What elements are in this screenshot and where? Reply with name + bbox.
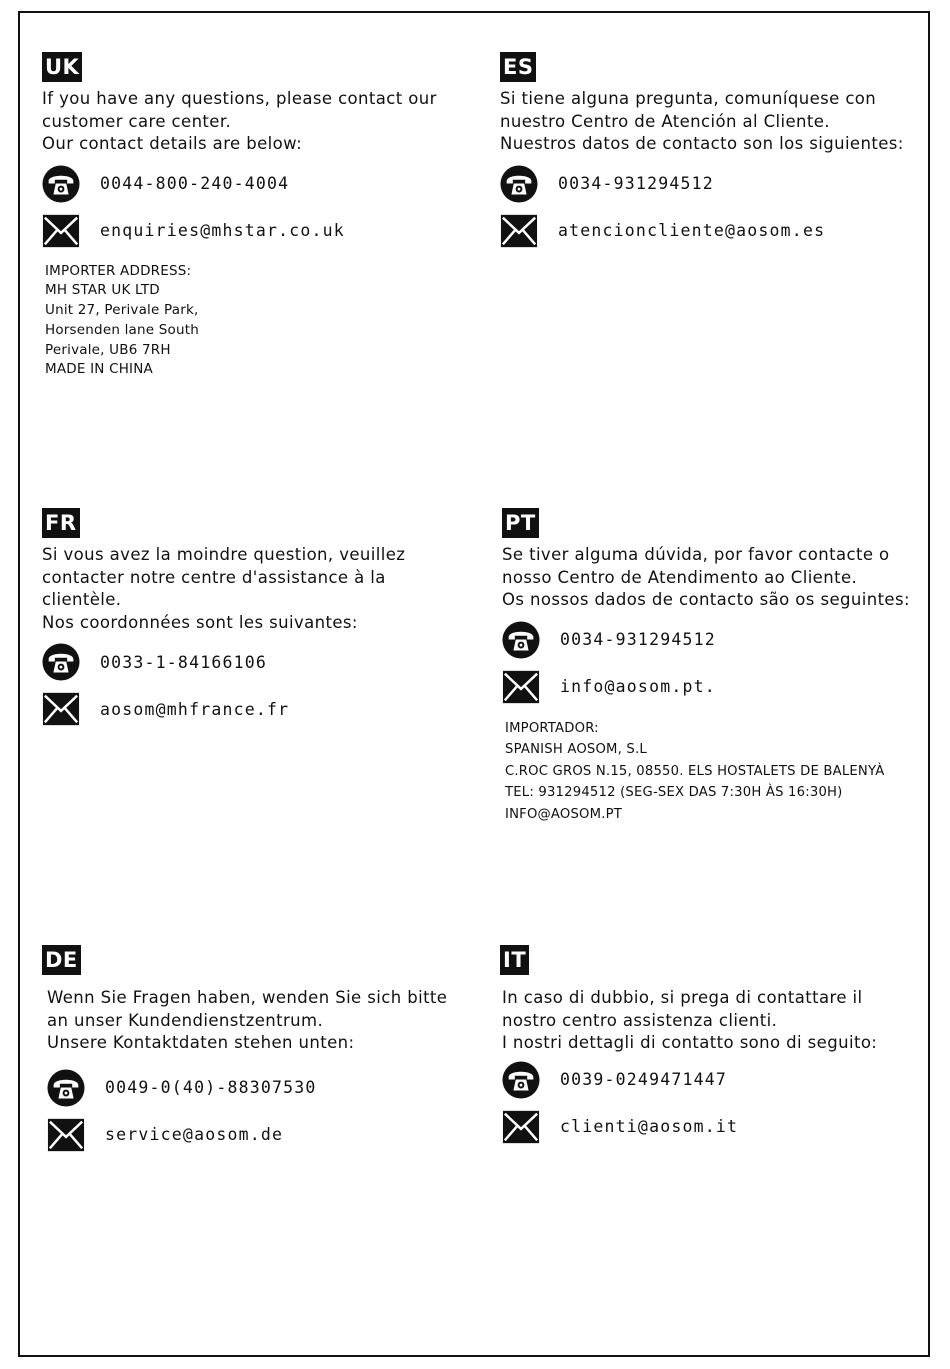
- language-code-fr: FR: [42, 508, 80, 538]
- language-code-uk: UK: [42, 52, 82, 82]
- telephone-icon: [42, 165, 80, 203]
- phone-row-fr: [42, 643, 482, 681]
- intro-text-pt: [502, 544, 922, 612]
- section-es: [500, 52, 940, 250]
- intro-line: Our contact details are below:: [42, 134, 303, 153]
- email-address-pt: info@aosom.pt.: [560, 677, 716, 696]
- email-row-de: [47, 1116, 482, 1154]
- address-line: TEL: 931294512 (SEG-SEX DAS 7:30H ÀS 16:30H): [505, 785, 843, 800]
- intro-text-es: [500, 88, 940, 156]
- intro-line: nostro centro assistenza clienti.: [502, 1010, 778, 1030]
- intro-line: Wenn Sie Fragen haben, wenden Sie sich bitte: [47, 988, 448, 1007]
- address-line: IMPORTER ADDRESS:: [45, 262, 192, 279]
- language-code-it: IT: [500, 945, 529, 975]
- phone-row-es: [500, 165, 940, 203]
- address-line: MADE IN CHINA: [45, 361, 153, 378]
- intro-text-de: [47, 987, 482, 1055]
- phone-number-it: 0039-0249471447: [560, 1070, 728, 1089]
- section-fr: [42, 508, 482, 728]
- intro-line: an unser Kundendienstzentrum.: [47, 1010, 324, 1030]
- phone-number-fr: 0033-1-84166106: [100, 652, 268, 672]
- intro-text-fr: [42, 544, 482, 634]
- phone-row-de: [47, 1069, 482, 1107]
- section-it: [500, 945, 940, 1146]
- email-row-uk: [42, 212, 482, 250]
- email-address-de: service@aosom.de: [105, 1125, 284, 1144]
- email-address-es: atencioncliente@aosom.es: [558, 221, 826, 240]
- envelope-icon: [502, 668, 540, 706]
- intro-line: clientèle.: [42, 590, 122, 609]
- language-code-de: DE: [42, 945, 81, 975]
- intro-text-it: [502, 987, 940, 1055]
- envelope-icon: [42, 212, 80, 250]
- section-uk: [42, 52, 482, 380]
- email-address-uk: enquiries@mhstar.co.uk: [100, 221, 345, 240]
- address-line: Perivale, UB6 7RH: [45, 341, 171, 358]
- intro-line: Se tiver alguma dúvida, por favor contacte o: [502, 545, 890, 564]
- email-address-it: clienti@aosom.it: [560, 1117, 739, 1136]
- importer-address-pt: [505, 718, 922, 826]
- language-code-pt: PT: [502, 508, 539, 538]
- address-line: INFO@AOSOM.PT: [505, 806, 623, 822]
- intro-line: Nuestros datos de contacto son los siguientes:: [500, 134, 904, 153]
- intro-line: contacter notre centre d'assistance à la: [42, 567, 386, 587]
- telephone-icon: [47, 1069, 85, 1107]
- envelope-icon: [502, 1108, 540, 1146]
- envelope-icon: [500, 212, 538, 250]
- intro-line: Si tiene alguna pregunta, comuníquese con: [500, 89, 877, 108]
- section-de: [42, 945, 482, 1154]
- intro-line: If you have any questions, please contact our: [42, 89, 437, 108]
- intro-line: Nos coordonnées sont les suivantes:: [42, 612, 358, 632]
- intro-line: customer care center.: [42, 111, 232, 131]
- importer-address-uk: [45, 262, 482, 381]
- telephone-icon: [502, 621, 540, 659]
- address-line: C.ROC GROS N.15, 08550. ELS HOSTALETS DE BALENYÀ: [505, 763, 885, 779]
- intro-line: Os nossos dados de contacto são os seguintes:: [502, 590, 910, 609]
- email-address-fr: aosom@mhfrance.fr: [100, 699, 290, 719]
- telephone-icon: [500, 165, 538, 203]
- envelope-icon: [42, 690, 80, 728]
- email-row-pt: [502, 668, 922, 706]
- phone-number-pt: 0034-931294512: [560, 630, 716, 649]
- intro-line: I nostri dettagli di contatto sono di seguito:: [502, 1033, 878, 1052]
- email-row-es: [500, 212, 940, 250]
- phone-number-es: 0034-931294512: [558, 174, 714, 193]
- address-line: SPANISH AOSOM, S.L: [505, 742, 647, 757]
- intro-line: nuestro Centro de Atención al Cliente.: [500, 111, 830, 131]
- email-row-it: [502, 1108, 940, 1146]
- address-line: MH STAR UK LTD: [45, 282, 160, 299]
- email-row-fr: [42, 690, 482, 728]
- phone-row-it: [502, 1061, 940, 1099]
- phone-number-uk: 0044-800-240-4004: [100, 174, 290, 193]
- phone-row-uk: [42, 165, 482, 203]
- envelope-icon: [47, 1116, 85, 1154]
- telephone-icon: [502, 1061, 540, 1099]
- intro-line: Si vous avez la moindre question, veuillez: [42, 545, 406, 564]
- language-code-es: ES: [500, 52, 536, 82]
- phone-row-pt: [502, 621, 922, 659]
- intro-text-uk: [42, 88, 482, 156]
- intro-line: nosso Centro de Atendimento ao Cliente.: [502, 567, 858, 587]
- intro-line: In caso di dubbio, si prega di contattare il: [502, 988, 863, 1007]
- address-line: Unit 27, Perivale Park,: [45, 302, 199, 319]
- address-line: Horsenden lane South: [45, 321, 199, 338]
- address-line: IMPORTADOR:: [505, 720, 599, 736]
- section-pt: [502, 508, 922, 825]
- intro-line: Unsere Kontaktdaten stehen unten:: [47, 1033, 355, 1052]
- phone-number-de: 0049-0(40)-88307530: [105, 1078, 317, 1097]
- telephone-icon: [42, 643, 80, 681]
